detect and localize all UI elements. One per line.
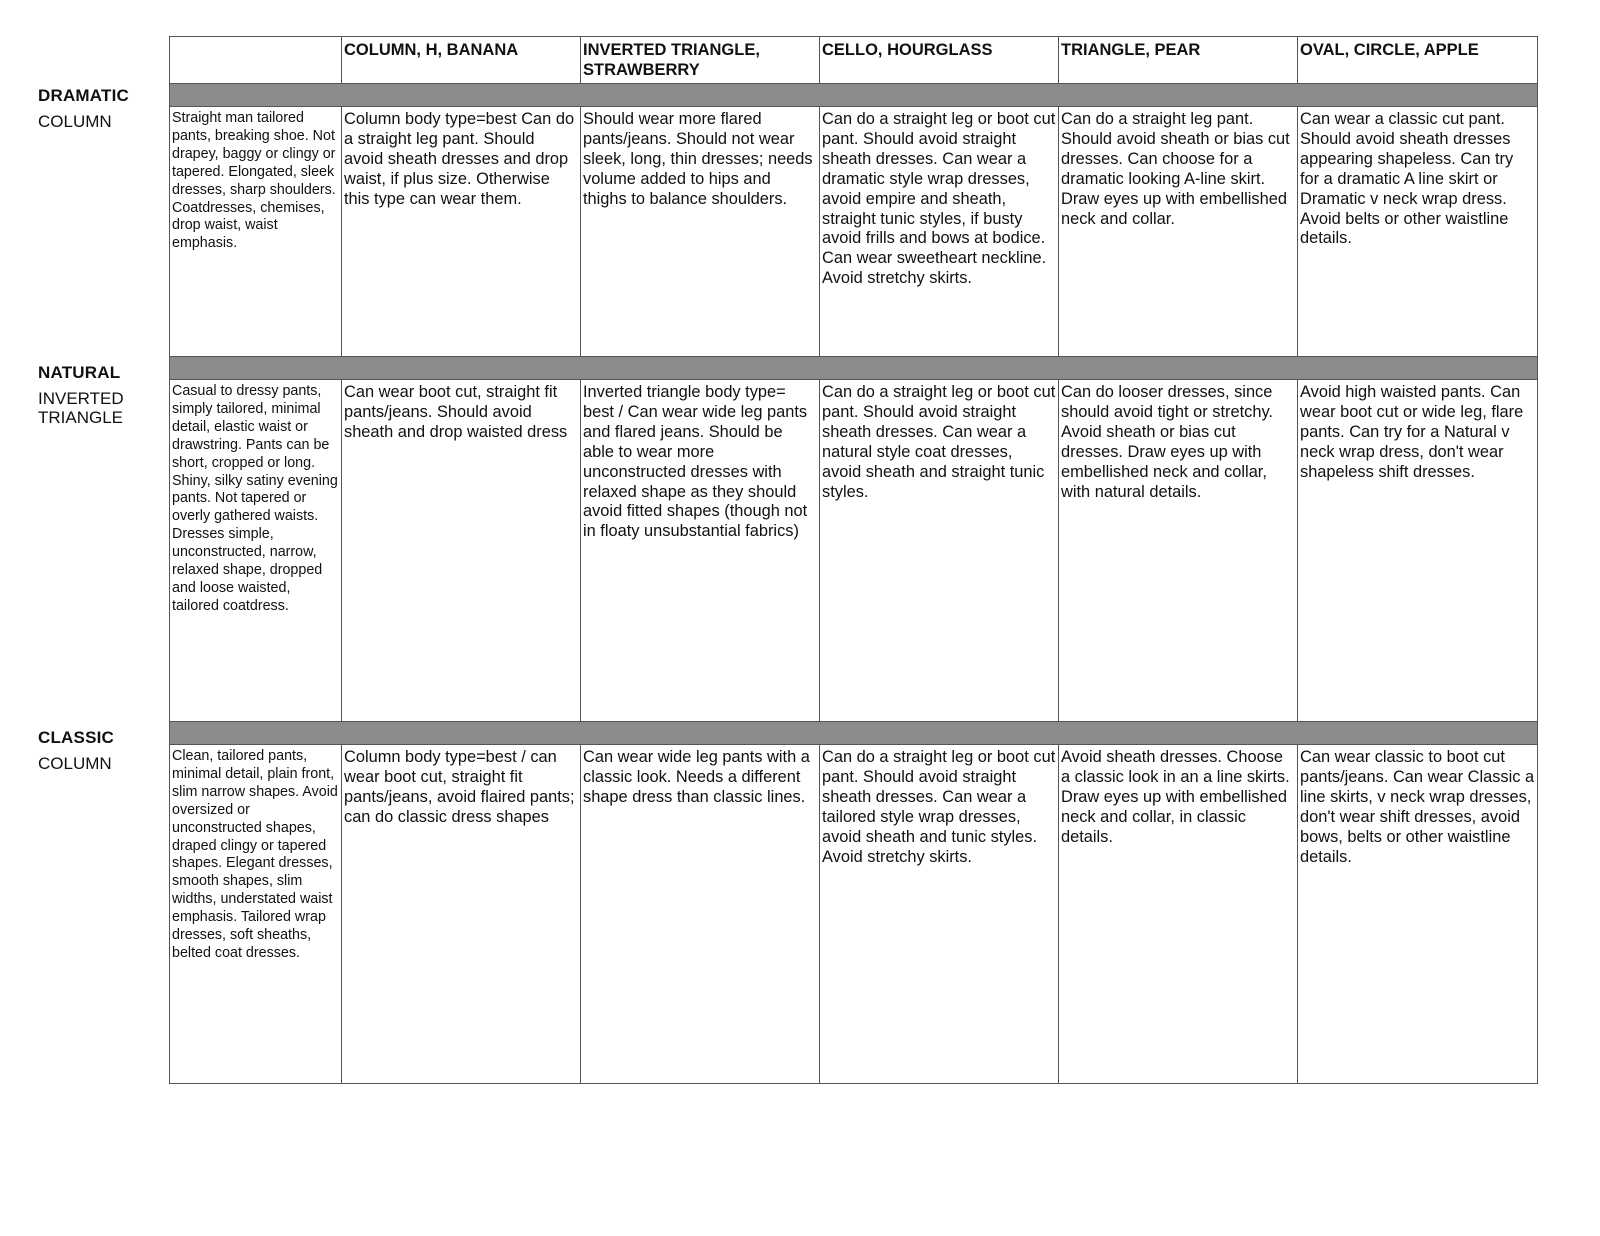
table-cell: Can wear classic to boot cut pants/jeans. Can wear Classic a line skirts, v neck wrap dresses, don't wear shift dresses, avoid bows, belts or other waistline details. <box>1298 745 1538 1084</box>
table-cell: Can do a straight leg or boot cut pant. Should avoid straight sheath dresses. Can wear a natural style coat dresses, avoid sheath and straight tunic styles. <box>820 380 1059 722</box>
table-cell: Column body type=best / can wear boot cut, straight fit pants/jeans, avoid flaired pants; can do classic dress shapes <box>342 745 581 1084</box>
header-row <box>170 37 1538 84</box>
table-cell: Avoid high waisted pants. Can wear boot cut or wide leg, flare pants. Can try for a Natural v neck wrap dress, don't wear shapeless shift dresses. <box>1298 380 1538 722</box>
table-cell: Avoid sheath dresses. Choose a classic look in an a line skirts. Draw eyes up with embellished neck and collar, in classic details. <box>1059 745 1298 1084</box>
row-style-label: CLASSIC <box>38 728 115 747</box>
table-cell: Can wear boot cut, straight fit pants/jeans. Should avoid sheath and drop waisted dress <box>342 380 581 722</box>
column-header: COLUMN, H, BANANA <box>342 37 581 84</box>
divider-cell <box>170 84 1538 107</box>
column-header-empty <box>170 37 342 84</box>
column-header: TRIANGLE, PEAR <box>1059 37 1298 84</box>
table-cell: Should wear more flared pants/jeans. Should not wear sleek, long, thin dresses; needs volume added to hips and thighs to balance shoulders. <box>581 107 820 357</box>
row-body-type-label: INVERTED TRIANGLE <box>38 389 124 427</box>
style-description-cell: Casual to dressy pants, simply tailored, minimal detail, elastic waist or drawstring. Pants can be short, cropped or long. Shiny, silky satiny evening pants. Not tapered or overly gathered waists. Dresses simple, unconstructed, narrow, relaxed shape, dropped and loose waisted, tailored coatdress. <box>170 380 342 722</box>
style-description-cell: Clean, tailored pants, minimal detail, plain front, slim narrow shapes. Avoid oversized or unconstructed shapes, draped clingy or tapered shapes. Elegant dresses, smooth shapes, slim widths, understated waist emphasis. Tailored wrap dresses, soft sheaths, belted coat dresses. <box>170 745 342 1084</box>
table-row <box>170 745 1538 1084</box>
table-cell: Can do a straight leg or boot cut pant. Should avoid straight sheath dresses. Can wear a dramatic style wrap dresses, avoid empire and sheath, straight tunic styles, if busty avoid frills and bows at bodice. Can wear sweetheart neckline. Avoid stretchy skirts. <box>820 107 1059 357</box>
table-row <box>170 107 1538 357</box>
table-cell: Can do a straight leg pant. Should avoid sheath or bias cut dresses. Can choose for a dramatic looking A-line skirt. Draw eyes up with embellished neck and collar. <box>1059 107 1298 357</box>
column-header: CELLO, HOURGLASS <box>820 37 1059 84</box>
column-header: INVERTED TRIANGLE, STRAWBERRY <box>581 37 820 84</box>
row-style-label: DRAMATIC <box>38 86 129 105</box>
table-cell: Can wear a classic cut pant. Should avoid sheath dresses appearing shapeless. Can try for a dramatic A line skirt or Dramatic v neck wrap dress. Avoid belts or other waistline details. <box>1298 107 1538 357</box>
style-description-cell: Straight man tailored pants, breaking shoe. Not drapey, baggy or clingy or tapered. Elongated, sleek dresses, sharp shoulders. Coatdresses, chemises, drop waist, waist emphasis. <box>170 107 342 357</box>
column-header: OVAL, CIRCLE, APPLE <box>1298 37 1538 84</box>
row-style-label: NATURAL <box>38 363 121 382</box>
row-body-type-label: COLUMN <box>38 112 112 131</box>
table-cell: Column body type=best Can do a straight leg pant. Should avoid sheath dresses and drop waist, if plus size. Otherwise this type can wear them. <box>342 107 581 357</box>
table-row <box>170 380 1538 722</box>
section-divider-band <box>170 84 1538 107</box>
section-divider-band <box>170 357 1538 380</box>
body-type-style-table <box>169 36 1538 1084</box>
table-cell: Inverted triangle body type= best / Can wear wide leg pants and flared jeans. Should be able to wear more unconstructed dresses with relaxed shape as they should avoid fitted shapes (though not in floaty unsubstantial fabrics) <box>581 380 820 722</box>
section-divider-band <box>170 722 1538 745</box>
table-cell: Can do a straight leg or boot cut pant. Should avoid straight sheath dresses. Can wear a tailored style wrap dresses, avoid sheath and tunic styles. Avoid stretchy skirts. <box>820 745 1059 1084</box>
table-cell: Can do looser dresses, since should avoid tight or stretchy. Avoid sheath or bias cut dresses. Draw eyes up with embellished neck and collar, with natural details. <box>1059 380 1298 722</box>
row-body-type-label: COLUMN <box>38 754 112 773</box>
divider-cell <box>170 722 1538 745</box>
divider-cell <box>170 357 1538 380</box>
table-cell: Can wear wide leg pants with a classic look. Needs a different shape dress than classic lines. <box>581 745 820 1084</box>
